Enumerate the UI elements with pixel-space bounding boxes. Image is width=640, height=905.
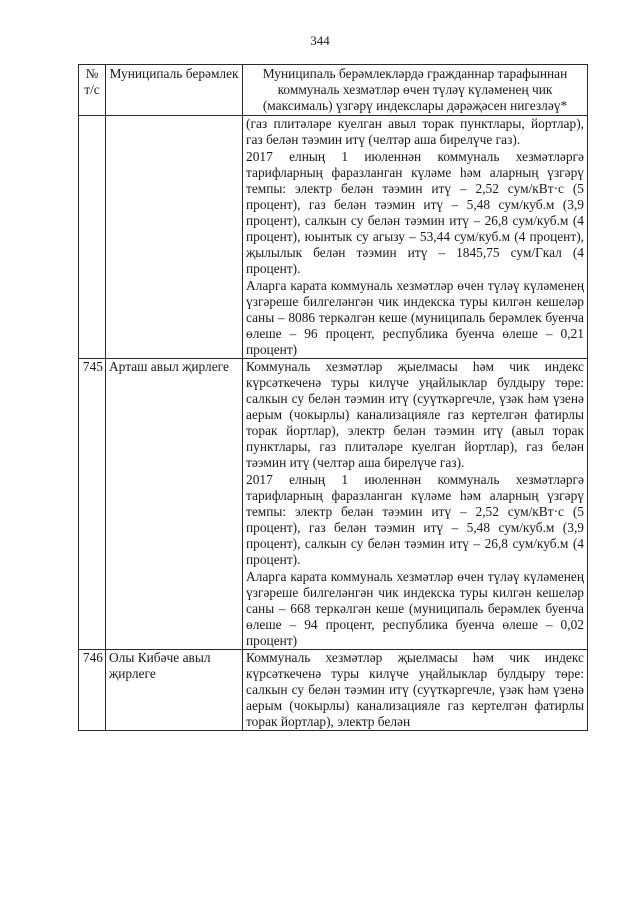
row-municipality: Арташ авыл җирлеге — [106, 359, 243, 650]
row-municipality: Олы Кибәче авыл җирлеге — [106, 650, 243, 731]
row-description — [243, 116, 588, 359]
row-number — [79, 116, 106, 359]
description-paragraph: 2017 елның 1 июленнән коммуналь хезмәтләргә тарифларның фаразланган күләме һәм аларның үзгәрү темпы: электр белән тәэмин итү – 2,52 сум/кВт·с (5 процент), газ белән тәэмин итү – 5,48 сум/куб.м (3,9 процент), салкын су белән тәэмин итү – 26,8 сум/куб.м (4 процент). — [246, 472, 584, 567]
row-number: 745 — [79, 359, 106, 650]
table-row — [79, 650, 588, 731]
description-paragraph: 2017 елның 1 июленнән коммуналь хезмәтләргә тарифларның фаразланган күләме һәм аларның үзгәрү темпы: электр белән тәэмин итү – 2,52 сум/кВт·с (5 процент), газ белән тәэмин итү – 5,48 сум/куб.м (3,9 процент), салкын су белән тәэмин итү – 26,8 сум/куб.м (4 процент), юынтык су агызу – 53,44 сум/куб.м (4 процент), җылылык белән тәэмин итү – 1845,75 сум/Гкал (4 процент). — [246, 149, 584, 276]
page-number: 344 — [310, 33, 330, 48]
table-header-row — [79, 65, 588, 116]
table-row — [79, 116, 588, 359]
header-description: Муниципаль берәмлекләрдә гражданнар тарафыннан коммуналь хезмәтләр өчен түләү күләменең чик (максималь) үзгәрү индекслары дәрәҗәсен нигезләү* — [243, 65, 588, 116]
row-description — [243, 359, 588, 650]
row-description — [243, 650, 588, 731]
row-number: 746 — [79, 650, 106, 731]
header-municipality: Муниципаль берәмлек — [106, 65, 243, 116]
description-paragraph: Коммуналь хезмәтләр җыелмасы һәм чик индекс күрсәткеченә туры килүче уңайлыклар булдыру төре: салкын су белән тәэмин итү (суүткәргечле, үзәк һәм үзенә аерым (чокырлы) канализацияле газ кертелгән фатирлы торак йортлар), электр белән тәэмин итү (авыл торак пунктлары, газ плитәләре куелган йортлар), газ белән тәэмин итү (челтәр аша бирелүче газ). — [246, 359, 584, 470]
row-municipality — [106, 116, 243, 359]
municipal-tariff-table — [78, 64, 588, 731]
description-paragraph: (газ плитәләре куелган авыл торак пунктлары, йортлар), газ белән тәэмин итү (челтәр аша бирелүче газ). — [246, 116, 584, 147]
description-paragraph: Аларга карата коммуналь хезмәтләр өчен түләү күләменең үзгәреше билгеләнгән чик индекска туры килгән кешеләр саны – 8086 теркәлгән кеше (муниципаль берәмлек буенча өлеше – 96 процент, республика буенча өлеше – 0,21 процент) — [246, 278, 584, 357]
table-row — [79, 359, 588, 650]
header-number: № т/с — [79, 65, 106, 116]
description-paragraph: Аларга карата коммуналь хезмәтләр өчен түләү күләменең үзгәреше билгеләнгән чик индекска туры килгән кешеләр саны – 668 теркәлгән кеше (муниципаль берәмлек буенча өлеше – 94 процент, республика буенча өлеше – 0,02 процент) — [246, 569, 584, 648]
description-paragraph: Коммуналь хезмәтләр җыелмасы һәм чик индекс күрсәткеченә туры килүче уңайлыклар булдыру төре: салкын су белән тәэмин итү (суүткәргечле, үзәк һәм үзенә аерым (чокырлы) канализацияле газ кертелгән фатирлы торак йортлар), электр белән — [246, 650, 584, 729]
